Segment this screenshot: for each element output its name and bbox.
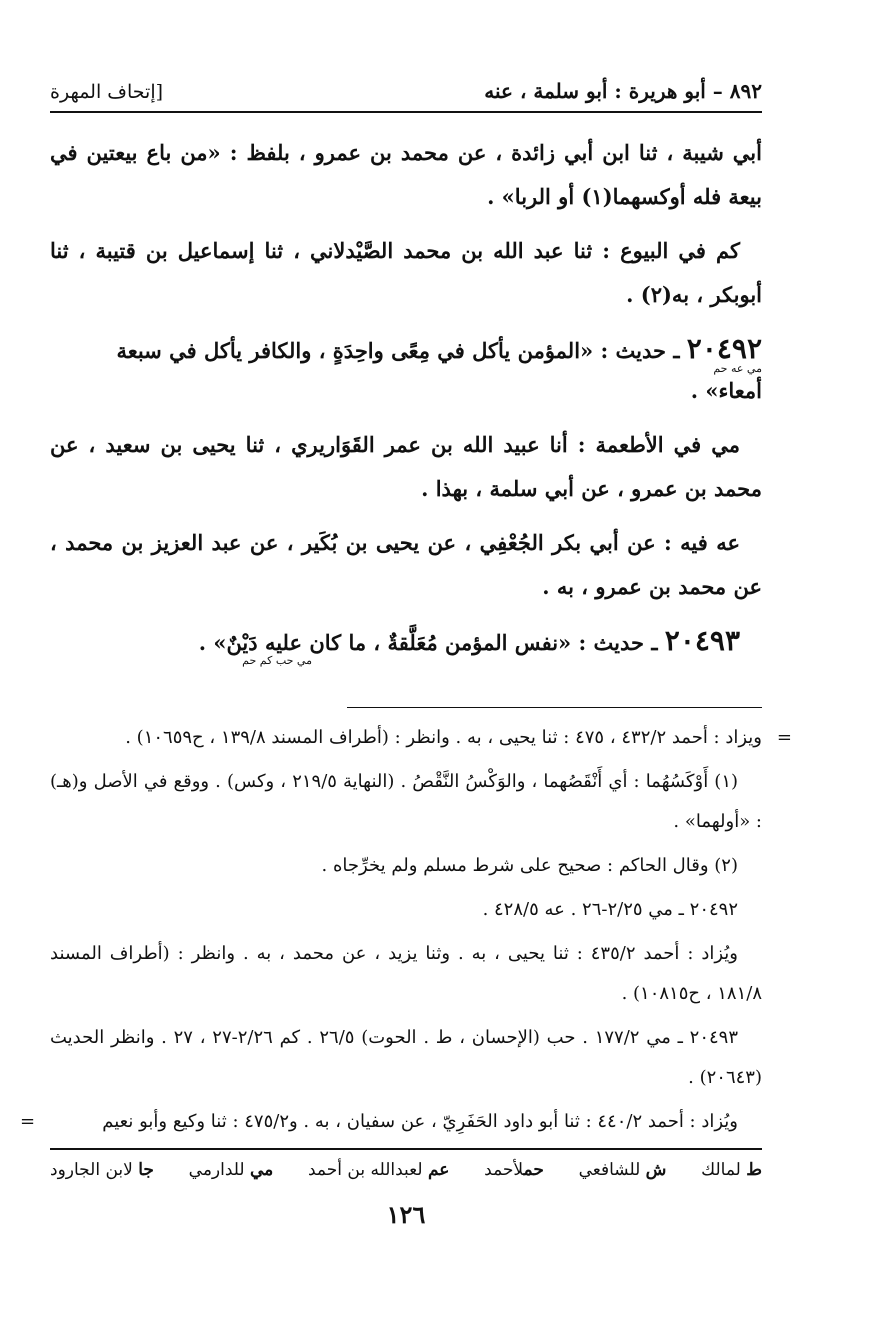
header-book-title: [إتحاف المهرة bbox=[50, 81, 164, 103]
paragraph: مي في الأطعمة : أنا عبيد الله بن عمر القَوَاريري ، ثنا يحيى بن سعيد ، عن محمد بن عمرو ، عن أبي سلمة ، بهذا . bbox=[50, 432, 762, 501]
footnote-text: ويُزاد : أحمد ٤٤٠/٢ : ثنا أبو داود الحَفَرِيّ ، عن سفيان ، به . و٤٧٥/٢ : ثنا وكيع وأبو نعيم bbox=[102, 1111, 738, 1132]
continuation-mark: = bbox=[776, 727, 792, 748]
hadith-text-end: أمعاء» . bbox=[690, 378, 762, 403]
paragraph: عه فيه : عن أبي بكر الجُعْفِي ، عن يحيى بن بُكَير ، عن عبد العزيز بن محمد ، عن محمد بن عمرو ، به . bbox=[50, 530, 762, 599]
page-number: ١٢٦ bbox=[386, 1200, 426, 1229]
footer-rule bbox=[50, 1148, 762, 1150]
footnote-1: (١) أَوْكَسُهُما : أي أَنْقَصُهما ، والوَكْسُ النَّقْصُ . (النهاية ٢١٩/٥ ، وكس) . ووقع في الأصل و(هـ) : «أولهما» . bbox=[50, 771, 762, 832]
note-20492-extra: ويُزاد : أحمد ٤٣٥/٢ : ثنا يحيى ، به . وثنا يزيد ، عن محمد ، به . وانظر : (أطراف المسند ١٨١/٨ ، ح١٠٨١٥) . bbox=[50, 943, 762, 1004]
note-20493: ٢٠٤٩٣ ـ مي ١٧٧/٢ . حب (الإحسان ، ط . الحوت) ٢٦/٥ . كم ٢/٢٦-٢٧ ، ٢٧ . وانظر الحديث (٢٠٦٤٣) . bbox=[50, 1027, 762, 1088]
footnote-separator bbox=[347, 707, 762, 708]
footnotes bbox=[20, 718, 792, 1142]
footnote-2: (٢) وقال الحاكم : صحيح على شرط مسلم ولم يخرِّجاه . bbox=[321, 855, 738, 876]
hadith-number: ٢٠٤٩٣ bbox=[664, 624, 740, 657]
continuation-mark: = bbox=[20, 1111, 36, 1132]
hadith-text: ـ حديث : «المؤمن يأكل في مِعًى واحِدَةٍ ، والكافر يأكل في سبعة bbox=[116, 338, 687, 363]
hadith-number: ٢٠٤٩٢ bbox=[686, 332, 762, 365]
hadith-text: ـ حديث : «نفس المؤمن مُعَلَّقةٌ ، ما كان عليه دَيْنٌ» . bbox=[198, 630, 665, 655]
abbrev-item: حملأحمد bbox=[484, 1160, 544, 1180]
paragraph: كم في البيوع : ثنا عبد الله بن محمد الصَّيْدلاني ، ثنا إسماعيل بن قتيبة ، ثنا أبوبكر ، به(٢) . bbox=[50, 238, 762, 307]
abbrev-item: ط لمالك bbox=[701, 1160, 762, 1180]
running-header bbox=[50, 55, 762, 113]
hadith-20492 bbox=[50, 327, 762, 373]
abbrev-item: عم لعبدالله بن أحمد bbox=[308, 1160, 450, 1180]
abbrev-item: مي للدارمي bbox=[188, 1160, 274, 1180]
document-page bbox=[20, 55, 792, 1229]
footnote-text: ويزاد : أحمد ٤٣٢/٢ ، ٤٧٥ : ثنا يحيى ، به . وانظر : (أطراف المسند ١٣٩/٨ ، ح١٠٦٥٩) . bbox=[125, 727, 762, 748]
abbreviation-legend bbox=[50, 1160, 762, 1180]
footnote-line bbox=[50, 718, 792, 758]
header-chapter: ٨٩٢ – أبو هريرة : أبو سلمة ، عنه bbox=[484, 79, 762, 103]
paragraph: أبي شيبة ، ثنا ابن أبي زائدة ، عن محمد بن عمرو ، بلفظ : «من باع بيعتين في بيعة فله أوكسهما(١) أو الربا» . bbox=[50, 140, 762, 209]
abbrev-item: جا لابن الجارود bbox=[50, 1160, 154, 1180]
note-20492: ٢٠٤٩٢ ـ مي ٢/٢٥-٢٦ . عه ٤٢٨/٥ . bbox=[482, 899, 738, 920]
abbrev-item: ش للشافعي bbox=[578, 1160, 667, 1180]
main-text bbox=[50, 131, 762, 667]
source-codes: مي عه حم bbox=[713, 362, 762, 375]
source-codes: مي حب كم حم bbox=[242, 654, 312, 667]
note-20493-extra bbox=[20, 1102, 762, 1142]
